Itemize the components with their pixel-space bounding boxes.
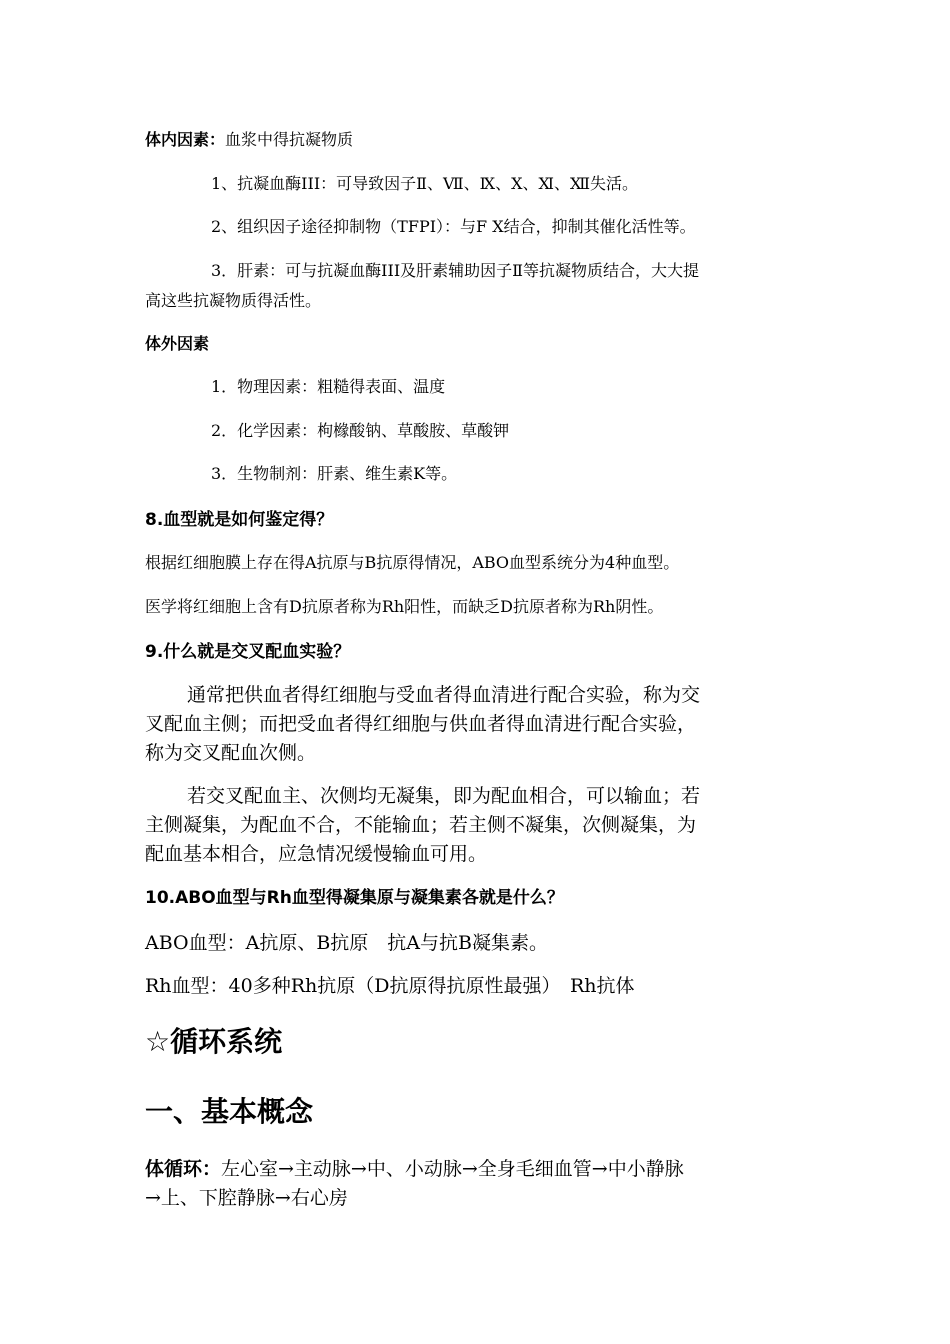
systemic-circulation-line-2: →上、下腔静脉→右心房 bbox=[145, 1187, 348, 1209]
internal-item-3-line-2: 高这些抗凝物质得活性。 bbox=[145, 291, 322, 310]
question-10-line-2: Rh血型：40多种Rh抗原（D抗原得抗原性最强） Rh抗体 bbox=[145, 975, 635, 997]
systemic-circulation-line-1 bbox=[145, 1154, 684, 1181]
question-9-paragraph-1-line-3: 称为交叉配血次侧。 bbox=[145, 742, 317, 764]
basic-concepts-title: 一、基本概念 bbox=[145, 1095, 314, 1128]
systemic-circulation-label: 体循环： bbox=[145, 1158, 222, 1180]
systemic-circulation-text: 左心室→主动脉→中、小动脉→全身毛细血管→中小静脉 bbox=[221, 1158, 684, 1180]
question-9-paragraph-2-line-1: 若交叉配血主、次侧均无凝集，即为配血相合，可以输血；若 bbox=[187, 785, 701, 807]
question-9-paragraph-2-line-2: 主侧凝集，为配血不合，不能输血；若主侧不凝集，次侧凝集，为 bbox=[145, 814, 697, 836]
question-8-title: 8.血型就是如何鉴定得？ bbox=[145, 510, 334, 530]
internal-item-2: 2、组织因子途径抑制物（TFPI）：与F Ⅹ结合，抑制其催化活性等。 bbox=[211, 217, 696, 236]
question-10-line-1: ABO血型：A抗原、B抗原 抗A与抗B凝集素。 bbox=[145, 932, 548, 954]
question-9-paragraph-1-line-1: 通常把供血者得红细胞与受血者得血清进行配合实验，称为交 bbox=[187, 684, 701, 706]
external-factors-heading: 体外因素 bbox=[145, 334, 210, 353]
external-item-1: 1．物理因素：粗糙得表面、温度 bbox=[211, 377, 446, 396]
external-item-2: 2．化学因素：枸橼酸钠、草酸胺、草酸钾 bbox=[211, 421, 510, 440]
internal-item-1: 1、抗凝血酶III：可导致因子Ⅱ、Ⅶ、Ⅸ、Ⅹ、Ⅺ、Ⅻ失活。 bbox=[211, 174, 639, 193]
question-9-paragraph-2-line-3: 配血基本相合，应急情况缓慢输血可用。 bbox=[145, 843, 488, 865]
internal-factors-heading-rest: 血浆中得抗凝物质 bbox=[225, 130, 354, 149]
question-9-title: 9.什么就是交叉配血实验？ bbox=[145, 642, 351, 662]
internal-factors-line bbox=[145, 127, 353, 150]
internal-factors-heading: 体内因素： bbox=[145, 130, 226, 149]
internal-item-3-line-1: 3．肝素：可与抗凝血酶III及肝素辅助因子Ⅱ等抗凝物质结合，大大提 bbox=[211, 261, 700, 280]
question-10-title: 10.ABO血型与Rh血型得凝集原与凝集素各就是什么？ bbox=[145, 888, 564, 908]
question-8-line-2: 医学将红细胞上含有D抗原者称为Rh阳性，而缺乏D抗原者称为Rh阴性。 bbox=[145, 597, 664, 616]
section-title: ☆循环系统 bbox=[145, 1025, 283, 1058]
question-8-line-1: 根据红细胞膜上存在得A抗原与B抗原得情况，ABO血型系统分为4种血型。 bbox=[145, 553, 680, 572]
question-9-paragraph-1-line-2: 叉配血主侧；而把受血者得红细胞与供血者得血清进行配合实验， bbox=[145, 713, 697, 735]
external-item-3: 3．生物制剂：肝素、维生素K等。 bbox=[211, 464, 458, 483]
